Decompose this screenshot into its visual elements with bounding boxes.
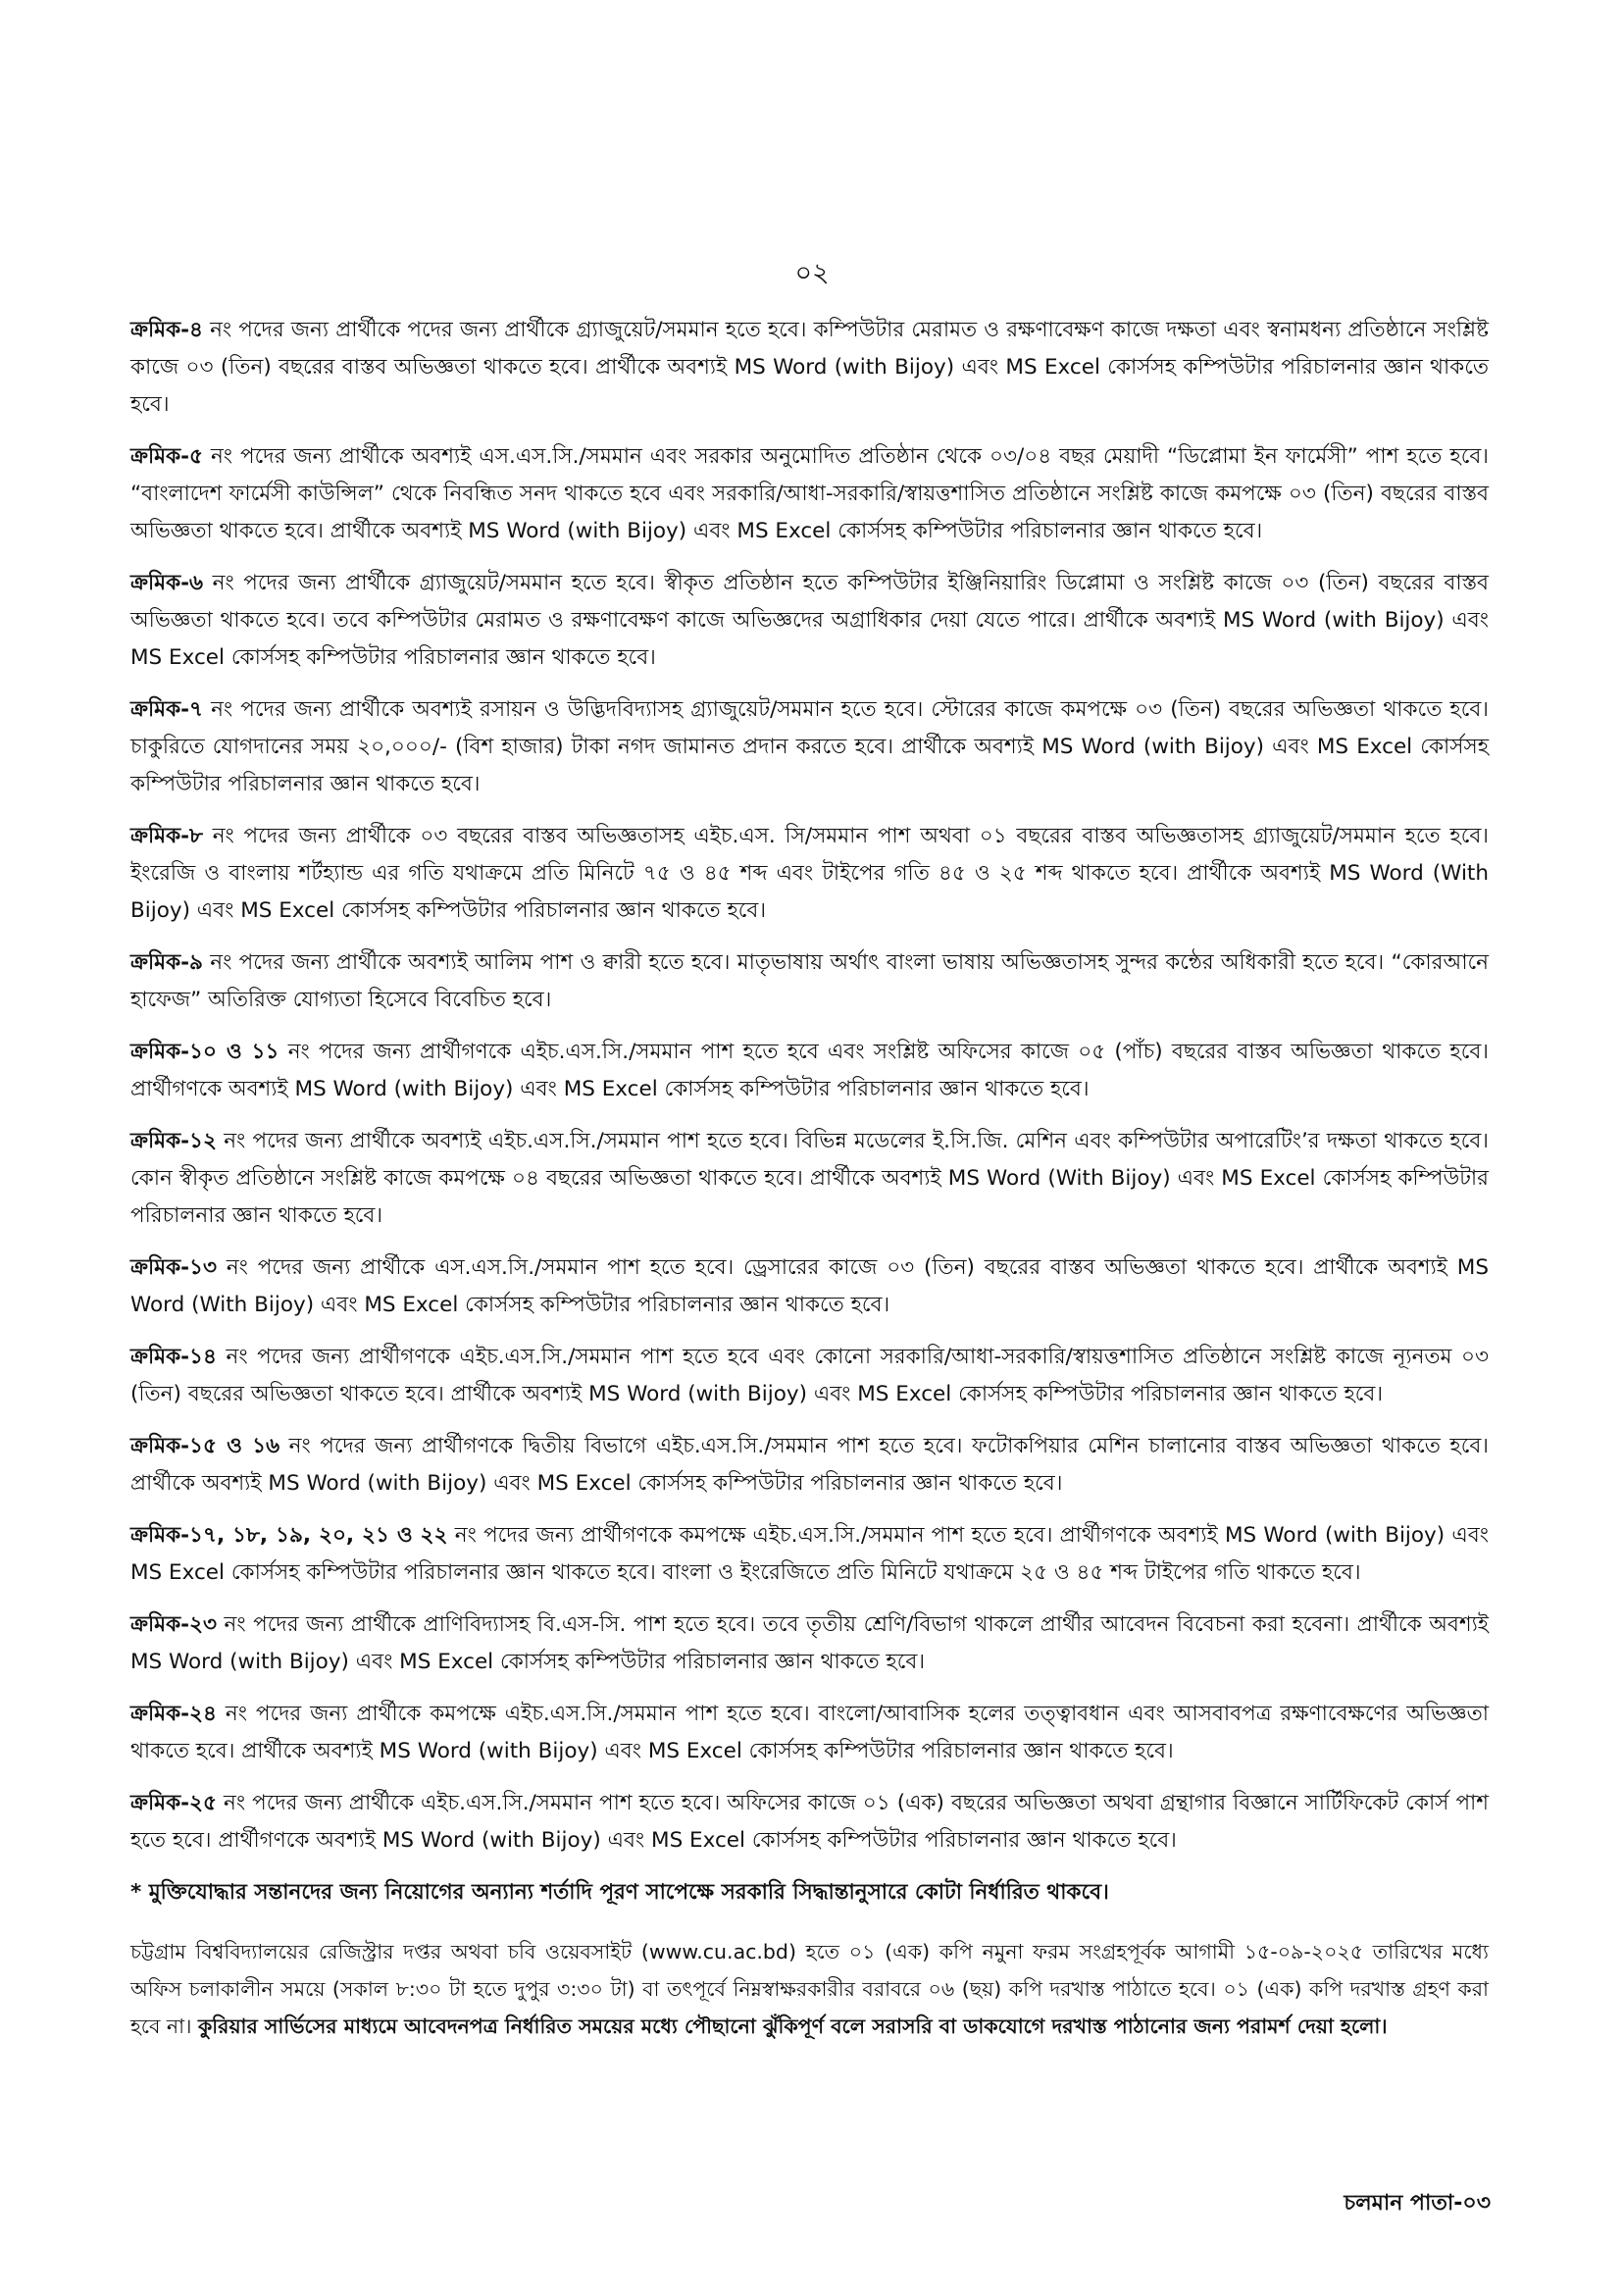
- paragraph-text: নং পদের জন্য প্রার্থীগণকে দ্বিতীয় বিভাগে এইচ.এস.সি./সমমান পাশ হতে হবে। ফটোকপিয়ার মেশিন চালানোর বাস্তব অভিজ্ঞতা থাকতে হবে। প্রার্থীকে অবশ্যই MS Word (with Bijoy) এবং MS Excel কোর্সসহ কম্পিউটার পরিচালনার জ্ঞান থাকতে হবে।: [130, 1434, 1489, 1496]
- serial-label: ক্রমিক-১৪: [130, 1345, 217, 1369]
- serial-label: ক্রমিক-৮: [130, 824, 203, 848]
- serial-label: ক্রমিক-৯: [130, 950, 203, 975]
- paragraph-serial-6: [130, 565, 1489, 677]
- serial-label: ক্রমিক-১২: [130, 1129, 217, 1153]
- paragraph-text: নং পদের জন্য প্রার্থীগণকে এইচ.এস.সি./সমমান পাশ হতে হবে এবং সংশ্লিষ্ট অফিসের কাজে ০৫ (পাঁচ) বছরের বাস্তব অভিজ্ঞতা থাকতে হবে। প্রার্থীগণকে অবশ্যই MS Word (with Bijoy) এবং MS Excel কোর্সসহ কম্পিউটার পরিচালনার জ্ঞান থাকতে হবে।: [130, 1040, 1489, 1101]
- serial-label: ক্রমিক-২৫: [130, 1791, 217, 1815]
- courier-advice: কুরিয়ার সার্ভিসের মাধ্যমে আবেদনপত্র নির্ধারিত সময়ের মধ্যে পৌছানো ঝুঁকিপূর্ণ বলে সরাসরি বা ডাকযোগে দরখাস্ত পাঠানোর জন্য পরামর্শ দেয়া হলো।: [197, 2014, 1388, 2038]
- serial-label: ক্রমিক-৬: [130, 571, 204, 595]
- paragraph-text: নং পদের জন্য প্রার্থীকে প্রাণিবিদ্যাসহ বি.এস-সি. পাশ হতে হবে। তবে তৃতীয় শ্রেণি/বিভাগ থাকলে প্রার্থীর আবেদন বিবেচনা করা হবেনা। প্রার্থীকে অবশ্যই MS Word (with Bijoy) এবং MS Excel কোর্সসহ কম্পিউটার পরিচালনার জ্ঞান থাকতে হবে।: [130, 1612, 1489, 1674]
- paragraph-serial-25: [130, 1785, 1489, 1860]
- quota-note: * মুক্তিযোদ্ধার সন্তানদের জন্য নিয়োগের অন্যান্য শর্তাদি পূরণ সাপেক্ষে সরকারি সিদ্ধান্তানুসারে কোটা নির্ধারিত থাকবে।: [130, 1880, 1109, 1905]
- paragraph-serial-24: [130, 1696, 1489, 1770]
- paragraph-serial-15-16: [130, 1428, 1489, 1503]
- paragraph-serial-5: [130, 438, 1489, 550]
- application-instructions: [130, 1933, 1489, 2045]
- serial-label: ক্রমিক-২৪: [130, 1702, 217, 1726]
- paragraph-serial-13: [130, 1249, 1489, 1324]
- paragraph-text: নং পদের জন্য প্রার্থীকে অবশ্যই আলিম পাশ ও ক্বারী হতে হবে। মাতৃভাষায় অর্থাৎ বাংলা ভাষায় অভিজ্ঞতাসহ সুন্দর কন্ঠের অধিকারী হতে হবে। “কোরআনে হাফেজ” অতিরিক্ত যোগ্যতা হিসেবে বিবেচিত হবে।: [130, 950, 1489, 1012]
- serial-label: ক্রমিক-২৩: [130, 1612, 217, 1637]
- paragraph-text: নং পদের জন্য প্রার্থীকে পদের জন্য প্রার্থীকে গ্র্যাজুয়েট/সমমান হতে হবে। কম্পিউটার মেরামত ও রক্ষণাবেক্ষণ কাজে দক্ষতা এবং স্বনামধন্য প্রতিষ্ঠানে সংশ্লিষ্ট কাজে ০৩ (তিন) বছরের বাস্তব অভিজ্ঞতা থাকতে হবে। প্রার্থীকে অবশ্যই MS Word (with Bijoy) এবং MS Excel কোর্সসহ কম্পিউটার পরিচালনার জ্ঞান থাকতে হবে।: [130, 318, 1489, 417]
- paragraph-serial-14: [130, 1339, 1489, 1413]
- paragraph-text: নং পদের জন্য প্রার্থীগণকে এইচ.এস.সি./সমমান পাশ হতে হবে এবং কোনো সরকারি/আধা-সরকারি/স্বায়ত্তশাসিত প্রতিষ্ঠানে সংশ্লিষ্ট কাজে ন্যূনতম ০৩ (তিন) বছরের অভিজ্ঞতা থাকতে হবে। প্রার্থীকে অবশ্যই MS Word (with Bijoy) এবং MS Excel কোর্সসহ কম্পিউটার পরিচালনার জ্ঞান থাকতে হবে।: [130, 1345, 1489, 1406]
- paragraph-serial-17-22: [130, 1517, 1489, 1592]
- serial-label: ক্রমিক-১৫ ও ১৬: [130, 1434, 280, 1458]
- paragraph-serial-4: [130, 312, 1489, 424]
- serial-label: ক্রমিক-৭: [130, 697, 204, 722]
- paragraph-text: নং পদের জন্য প্রার্থীকে এস.এস.সি./সমমান পাশ হতে হবে। ড্রেসারের কাজে ০৩ (তিন) বছরের বাস্তব অভিজ্ঞতা থাকতে হবে। প্রার্থীকে অবশ্যই MS Word (With Bijoy) এবং MS Excel কোর্সসহ কম্পিউটার পরিচালনার জ্ঞান থাকতে হবে।: [130, 1255, 1489, 1317]
- paragraph-text: নং পদের জন্য প্রার্থীকে ০৩ বছরের বাস্তব অভিজ্ঞতাসহ এইচ.এস. সি/সমমান পাশ অথবা ০১ বছরের বাস্তব অভিজ্ঞতাসহ গ্র্যাজুয়েট/সমমান হতে হবে। ইংরেজি ও বাংলায় শর্টহ্যান্ড এর গতি যথাক্রমে প্রতি মিনিটে ৭৫ ও ৪৫ শব্দ এবং টাইপের গতি ৪৫ ও ২৫ শব্দ থাকতে হবে। প্রার্থীকে অবশ্যই MS Word (With Bijoy) এবং MS Excel কোর্সসহ কম্পিউটার পরিচালনার জ্ঞান থাকতে হবে।: [130, 824, 1489, 923]
- paragraph-serial-10-11: [130, 1034, 1489, 1108]
- paragraph-serial-8: [130, 818, 1489, 930]
- paragraph-serial-9: [130, 944, 1489, 1019]
- paragraph-text: নং পদের জন্য প্রার্থীকে গ্র্যাজুয়েট/সমমান হতে হবে। স্বীকৃত প্রতিষ্ঠান হতে কম্পিউটার ইঞ্জিনিয়ারিং ডিপ্লোমা ও সংশ্লিষ্ট কাজে ০৩ (তিন) বছরের বাস্তব অভিজ্ঞতা থাকতে হবে। তবে কম্পিউটার মেরামত ও রক্ষণাবেক্ষণ কাজে অভিজ্ঞদের অগ্রাধিকার দেয়া যেতে পারে। প্রার্থীকে অবশ্যই MS Word (with Bijoy) এবং MS Excel কোর্সসহ কম্পিউটার পরিচালনার জ্ঞান থাকতে হবে।: [130, 571, 1489, 670]
- paragraph-text: নং পদের জন্য প্রার্থীকে অবশ্যই রসায়ন ও উদ্ভিদবিদ্যাসহ গ্র্যাজুয়েট/সমমান হতে হবে। স্টোরের কাজে কমপক্ষে ০৩ (তিন) বছরের অভিজ্ঞতা থাকতে হবে। চাকুরিতে যোগদানের সময় ২০,০০০/- (বিশ হাজার) টাকা নগদ জামানত প্রদান করতে হবে। প্রার্থীকে অবশ্যই MS Word (with Bijoy) এবং MS Excel কোর্সসহ কম্পিউটার পরিচালনার জ্ঞান থাকতে হবে।: [130, 697, 1489, 796]
- page-number: ০২: [794, 258, 830, 288]
- paragraph-serial-7: [130, 691, 1489, 803]
- serial-label: ক্রমিক-১৩: [130, 1255, 217, 1280]
- paragraph-text: নং পদের জন্য প্রার্থীকে অবশ্যই এইচ.এস.সি./সমমান পাশ হতে হবে। বিভিন্ন মডেলের ই.সি.জি. মেশিন এবং কম্পিউটার অপারেটিং’র দক্ষতা থাকতে হবে। কোন স্বীকৃত প্রতিষ্ঠানে সংশ্লিষ্ট কাজে কমপক্ষে ০৪ বছরের অভিজ্ঞতা থাকতে হবে। প্রার্থীকে অবশ্যই MS Word (With Bijoy) এবং MS Excel কোর্সসহ কম্পিউটার পরিচালনার জ্ঞান থাকতে হবে।: [130, 1129, 1489, 1228]
- paragraph-text: নং পদের জন্য প্রার্থীকে অবশ্যই এস.এস.সি./সমমান এবং সরকার অনুমোদিত প্রতিষ্ঠান থেকে ০৩/০৪ বছর মেয়াদী “ডিপ্লোমা ইন ফার্মেসী” পাশ হতে হবে। “বাংলাদেশ ফার্মেসী কাউন্সিল” থেকে নিবন্ধিত সনদ থাকতে হবে এবং সরকারি/আধা-সরকারি/স্বায়ত্তশাসিত প্রতিষ্ঠানে সংশ্লিষ্ট কাজে কমপক্ষে ০৩ (তিন) বছরের বাস্তব অভিজ্ঞতা থাকতে হবে। প্রার্থীকে অবশ্যই MS Word (with Bijoy) এবং MS Excel কোর্সসহ কম্পিউটার পরিচালনার জ্ঞান থাকতে হবে।: [130, 444, 1489, 543]
- paragraph-serial-23: [130, 1606, 1489, 1681]
- paragraph-text: নং পদের জন্য প্রার্থীকে এইচ.এস.সি./সমমান পাশ হতে হবে। অফিসের কাজে ০১ (এক) বছরের অভিজ্ঞতা অথবা গ্রন্থাগার বিজ্ঞানে সার্টিফিকেট কোর্স পাশ হতে হবে। প্রার্থীগণকে অবশ্যই MS Word (with Bijoy) এবং MS Excel কোর্সসহ কম্পিউটার পরিচালনার জ্ঞান থাকতে হবে।: [130, 1791, 1489, 1853]
- serial-label: ক্রমিক-১০ ও ১১: [130, 1040, 279, 1064]
- serial-label: ক্রমিক-১৭, ১৮, ১৯, ২০, ২১ ও ২২: [130, 1523, 448, 1548]
- document-body: [130, 312, 1489, 2045]
- paragraph-serial-12: [130, 1123, 1489, 1235]
- paragraph-text: নং পদের জন্য প্রার্থীগণকে কমপক্ষে এইচ.এস.সি./সমমান পাশ হতে হবে। প্রার্থীগণকে অবশ্যই MS Word (with Bijoy) এবং MS Excel কোর্সসহ কম্পিউটার পরিচালনার জ্ঞান থাকতে হবে। বাংলা ও ইংরেজিতে প্রতি মিনিটে যথাক্রমে ২৫ ও ৪৫ শব্দ টাইপের গতি থাকতে হবে।: [130, 1523, 1489, 1585]
- serial-label: ক্রমিক-৪: [130, 318, 203, 342]
- instructions-text: চট্টগ্রাম বিশ্ববিদ্যালয়ের রেজিস্ট্রার দপ্তর অথবা চবি ওয়েবসাইট (www.cu.ac.bd) হতে ০১ (এক) কপি নমুনা ফরম সংগ্রহপূর্বক আগামী ১৫-০৯-২০২৫ তারিখের মধ্যে অফিস চলাকালীন সময়ে (সকাল ৮:৩০ টা হতে দুপুর ৩:৩০ টা) বা তৎপূর্বে নিম্নস্বাক্ষরকারীর বরাবরে ০৬ (ছয়) কপি দরখাস্ত পাঠাতে হবে। ০১ (এক) কপি দরখাস্ত গ্রহণ করা হবে না।: [130, 1940, 1489, 2038]
- paragraph-text: নং পদের জন্য প্রার্থীকে কমপক্ষে এইচ.এস.সি./সমমান পাশ হতে হবে। বাংলো/আবাসিক হলের তত্ত্বাবধান এবং আসবাবপত্র রক্ষণাবেক্ষণের অভিজ্ঞতা থাকতে হবে। প্রার্থীকে অবশ্যই MS Word (with Bijoy) এবং MS Excel কোর্সসহ কম্পিউটার পরিচালনার জ্ঞান থাকতে হবে।: [130, 1702, 1489, 1763]
- serial-label: ক্রমিক-৫: [130, 444, 203, 469]
- continued-page-label: চলমান পাতা-০৩: [1344, 2191, 1491, 2216]
